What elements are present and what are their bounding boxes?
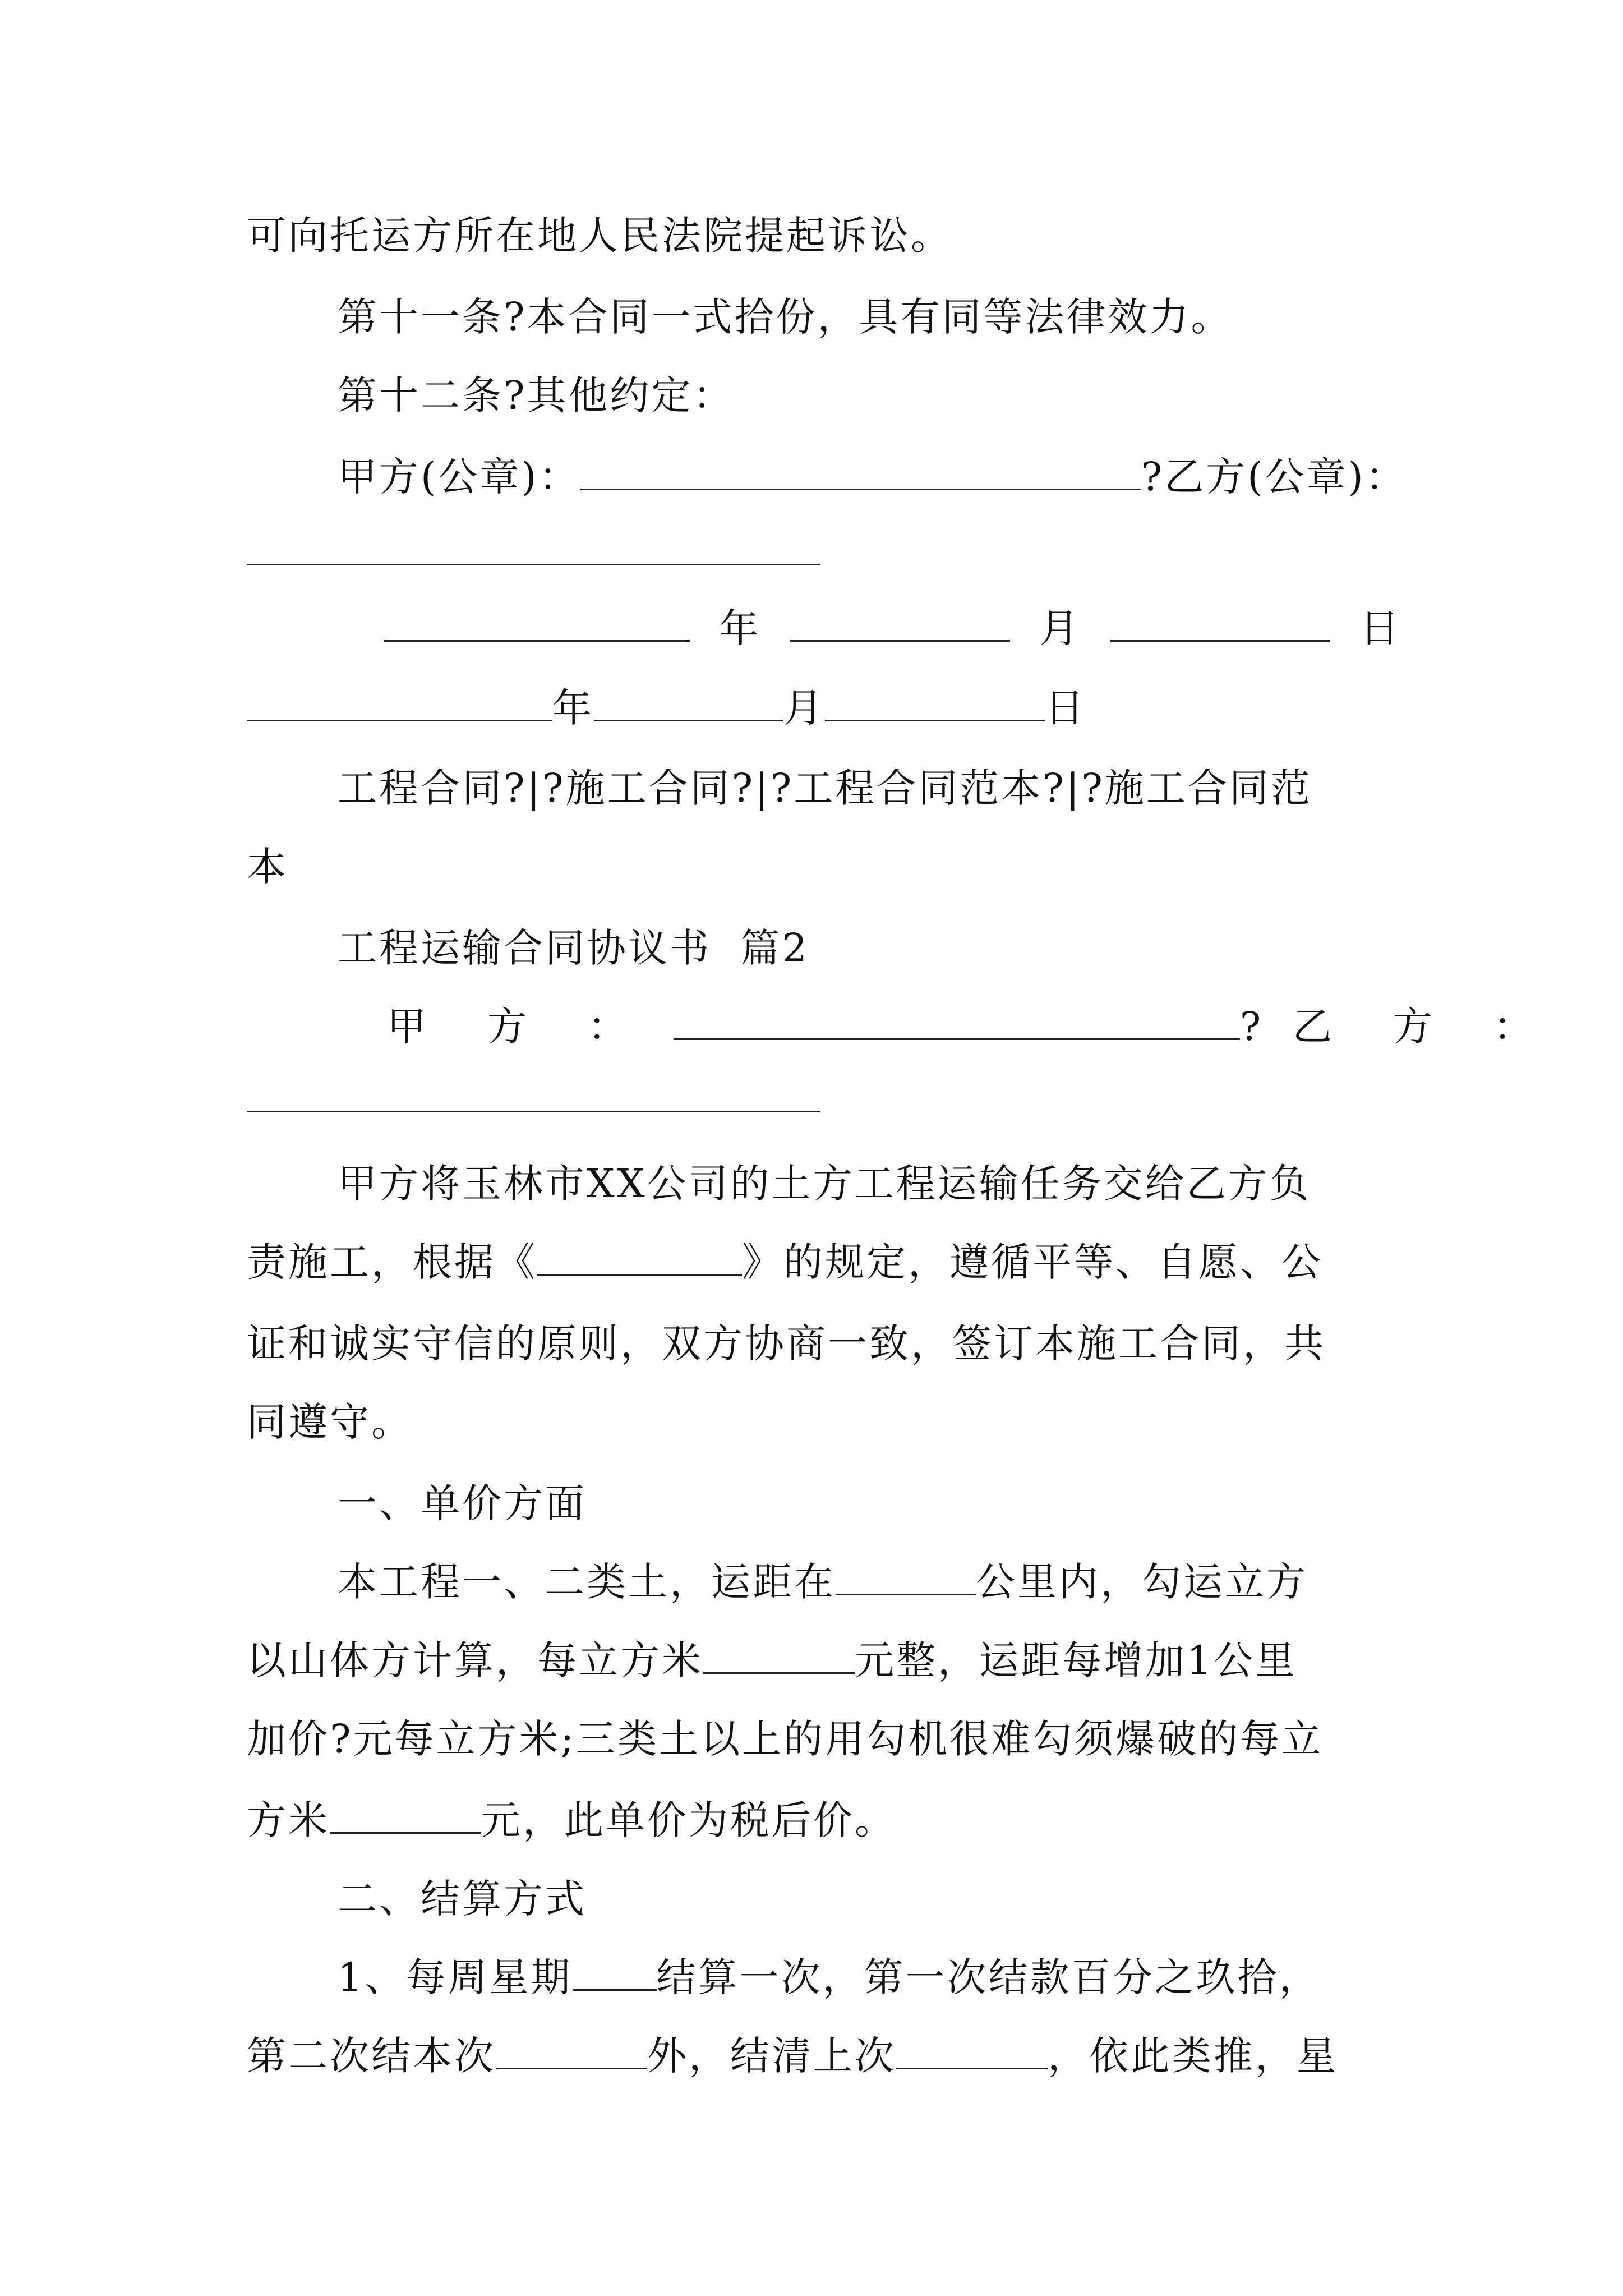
text-span: 责施工，根据《 xyxy=(247,1239,537,1285)
party-b-char: 方 xyxy=(1393,1004,1435,1050)
paragraph-line xyxy=(247,1792,896,1848)
blank-field xyxy=(836,1559,976,1595)
text-span: 以山体方计算，每立方米 xyxy=(247,1637,703,1683)
blank-field xyxy=(1110,605,1330,642)
tag-line: 工程合同?|?施工合同?|?工程合同范本?|?施工合同范 xyxy=(338,765,1312,811)
party-a-seal-label: 甲方(公章)： xyxy=(338,454,580,500)
paragraph-line: 甲方将玉林市XX公司的土方工程运输任务交给乙方负 xyxy=(338,1161,1311,1207)
year-label: 年 xyxy=(552,685,594,731)
text-span: 》的规定，遵循平等、自愿、公 xyxy=(742,1239,1323,1285)
text-span: 结算一次，第一次结款百分之玖拾， xyxy=(656,1954,1321,2000)
signature-line xyxy=(338,449,1407,505)
blank-field xyxy=(247,1111,820,1112)
tag-line-cont: 本 xyxy=(247,844,288,890)
article-11: 第十一条?本合同一式拾份，具有同等法律效力。 xyxy=(338,294,1233,340)
text-span: 外，结清上次 xyxy=(647,2033,896,2079)
text-line: 可向托运方所在地人民法院提起诉讼。 xyxy=(247,213,952,259)
paragraph-line: 证和诚实守信的原则，双方协商一致，签订本施工合同，共 xyxy=(247,1320,1326,1366)
party-a-char: 方 xyxy=(487,1004,529,1050)
text-span: 元，此单价为税后价。 xyxy=(481,1797,896,1843)
text-span: ，依此类推，星 xyxy=(1048,2033,1338,2079)
text-span: 第二次结本次 xyxy=(247,2033,496,2079)
parties-line xyxy=(387,999,1535,1055)
blank-field xyxy=(594,685,783,721)
date-line-b xyxy=(247,680,1086,736)
section-heading: 工程运输合同协议书 篇2 xyxy=(338,925,810,971)
day-label: 日 xyxy=(1045,685,1086,731)
blank-field xyxy=(825,685,1045,721)
year-label: 年 xyxy=(719,605,761,651)
text-span: 公里内，勾运立方 xyxy=(976,1559,1308,1605)
date-line-a xyxy=(384,600,1401,656)
party-b-char: 乙 xyxy=(1292,1004,1334,1050)
paragraph-line xyxy=(247,1632,1297,1688)
party-b-seal-label: ?乙方(公章)： xyxy=(1141,454,1407,500)
blank-field xyxy=(790,605,1010,642)
blank-field xyxy=(384,605,690,642)
blank-field xyxy=(247,564,820,565)
blank-field xyxy=(580,454,1141,490)
separator: ? xyxy=(1239,1004,1264,1050)
blank-field xyxy=(896,2033,1048,2069)
paragraph-line xyxy=(338,1554,1308,1610)
paragraph-line xyxy=(338,1949,1321,2005)
text-span: 本工程一、二类土，运距在 xyxy=(338,1559,836,1605)
text-span: 元整，运距每增加1公里 xyxy=(855,1637,1297,1683)
party-a-char: 甲 xyxy=(387,1004,428,1050)
text-span: 方米 xyxy=(247,1797,330,1843)
paragraph-line xyxy=(247,2028,1338,2084)
colon: ： xyxy=(1493,1004,1535,1050)
colon: ： xyxy=(588,1004,630,1050)
blank-field xyxy=(330,1797,481,1834)
blank-field xyxy=(496,2033,647,2069)
paragraph-line: 同遵守。 xyxy=(247,1399,413,1445)
month-label: 月 xyxy=(783,685,825,731)
paragraph-line xyxy=(247,1234,1323,1290)
blank-field xyxy=(573,1954,657,1991)
blank-field xyxy=(703,1637,855,1674)
subheading-settlement: 二、结算方式 xyxy=(338,1876,587,1922)
blank-field xyxy=(674,1004,1240,1040)
day-label: 日 xyxy=(1359,605,1401,651)
paragraph-line: 加价?元每立方米;三类土以上的用勾机很难勾须爆破的每立 xyxy=(247,1716,1324,1762)
subheading-unit-price: 一、单价方面 xyxy=(338,1480,587,1526)
blank-field xyxy=(247,685,552,721)
blank-field xyxy=(537,1239,742,1276)
article-12: 第十二条?其他约定： xyxy=(338,372,735,418)
month-label: 月 xyxy=(1039,605,1081,651)
text-span: 1、每周星期 xyxy=(338,1954,573,2000)
